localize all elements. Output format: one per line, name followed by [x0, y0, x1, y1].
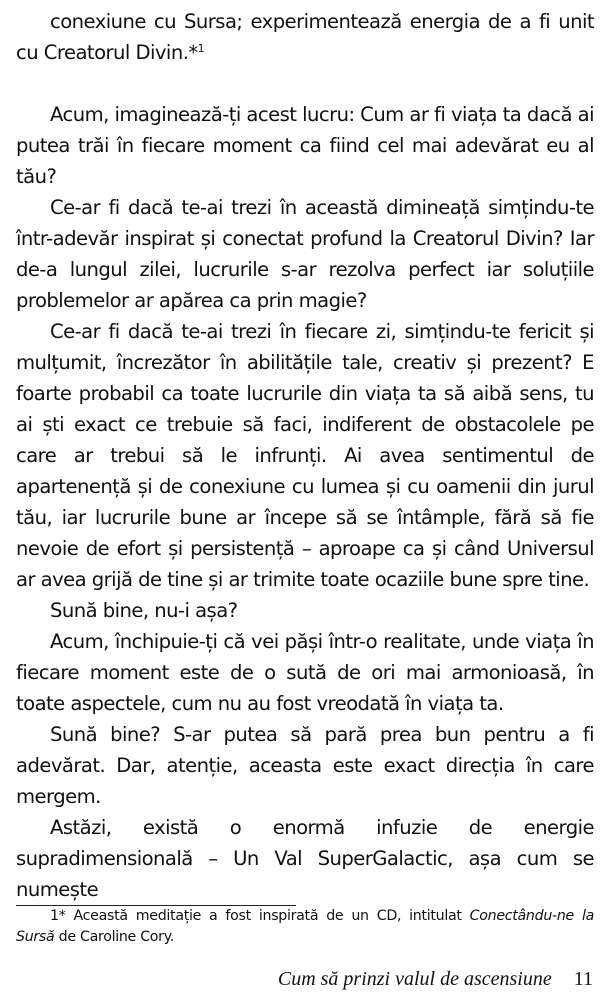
paragraph: Acum, imaginează-ți acest lucru: Cum ar fi viața ta dacă ai putea trăi în fiecare moment ca fiind cel mai adevărat eu al tău?: [16, 103, 594, 188]
paragraph: Ce-ar fi dacă te-ai trezi în fiecare zi, simțindu-te fericit și mulțumit, încrezător în abilitățile tale, creativ și prezent? E foarte probabil ca toate lucrurile din viața ta să aibă sens, tu ai ști exact ce trebuie să faci, indiferent de obstacolele pe care ar trebui să le infrunți. Ai avea sentimentul de apartenență și de conexiune cu lumea și cu oamenii din jurul tău, iar lucrurile bune ar începe să se întâmple, fără să fie nevoie de efort și persistență – aproape ca și când Universul ar avea grijă de tine și ar trimite toate ocaziile bune spre tine.: [16, 320, 594, 591]
footnote-reference: 1: [197, 42, 205, 55]
footnote: [16, 906, 594, 948]
paragraph: Acum, închipuie-ți că vei păși într-o realitate, unde viața în fiecare moment este de o sută de ori mai armonioasă, în toate aspectele, cum nu au fost vreodată în viața ta.: [16, 630, 594, 715]
paragraph: Ce-ar fi dacă te-ai trezi în această dimineață simțindu-te într-adevăr inspirat și conectat profund la Creatorul Divin? Iar de-a lungul zilei, lucrurile s-ar rezolva perfect iar soluțiile problemelor ar apărea ca prin magie?: [16, 196, 594, 312]
running-footer: [278, 966, 593, 992]
section-gap: [16, 68, 594, 99]
paragraph: [16, 6, 594, 68]
paragraph-text: conexiune cu Sursa; experimentează energia de a fi unit cu Creatorul Divin.*: [16, 10, 594, 64]
footnote-cited-title: Conectându-ne la Sursă: [16, 908, 594, 945]
footnote-text: Această meditație a fost inspirată de un CD, intitulat: [73, 908, 462, 924]
paragraph: Sună bine, nu-i așa?: [50, 599, 238, 622]
paragraph: Sună bine? S-ar putea să pară prea bun pentru a fi adevărat. Dar, atenție, aceasta este exact direcția în care mergem.: [16, 723, 594, 808]
body-text: [16, 6, 594, 905]
page-number: 11: [573, 968, 593, 990]
footnote-author: de Caroline Cory.: [58, 929, 175, 945]
paragraph: Astăzi, există o enormă infuzie de energie supradimensională – Un Val SuperGalactic, așa cum se numește: [16, 816, 594, 901]
footnote-marker: 1*: [50, 908, 66, 924]
book-title: Cum să prinzi valul de ascensiune: [277, 968, 552, 990]
